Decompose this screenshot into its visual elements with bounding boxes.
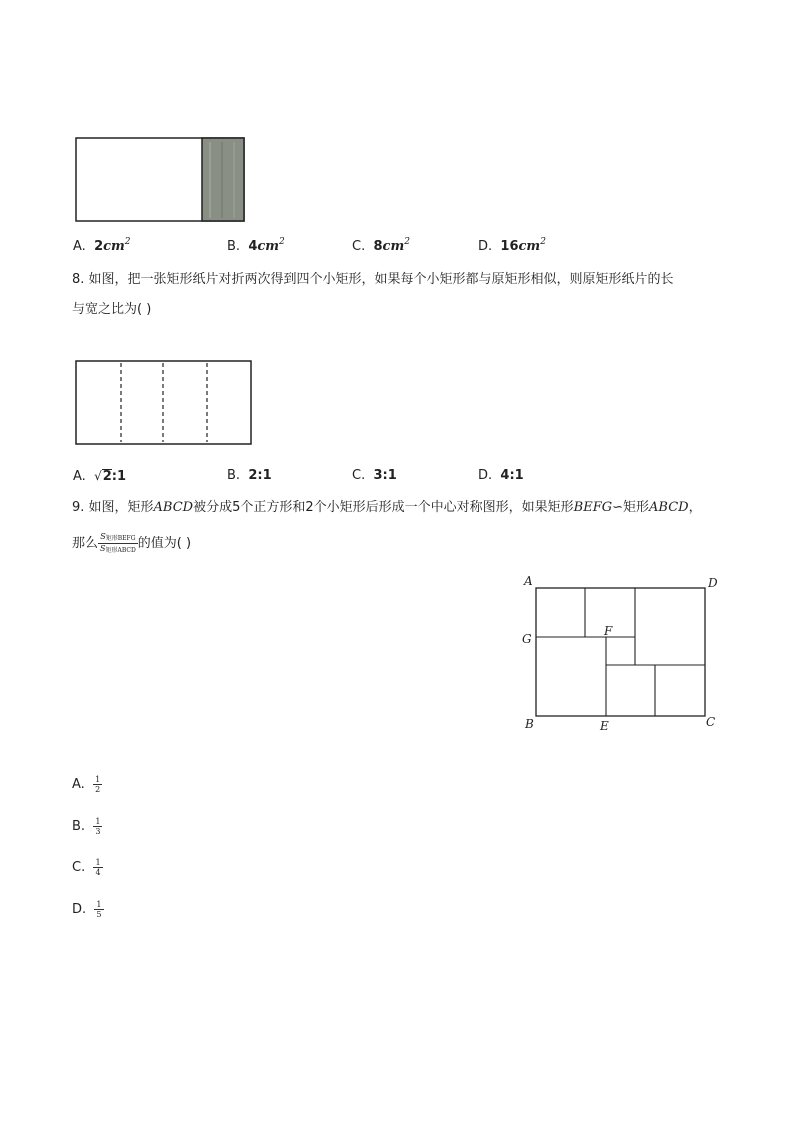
q9-option-a-fraction	[93, 775, 102, 794]
q9-line1-part-c: 被分成5个正方形和2个小矩形后形成一个中心对称图形，如果矩形	[193, 500, 574, 515]
q8-option-c-letter: C.	[352, 468, 366, 483]
q9-figure	[515, 570, 725, 735]
q7-option-a-letter: A.	[73, 239, 86, 254]
q8-option-b-letter: B.	[227, 468, 241, 483]
q9-option-d-letter: D.	[72, 902, 87, 917]
q9-area-ratio-fraction	[98, 532, 138, 555]
q7-option-d-num: 16	[500, 239, 519, 254]
q7-option-c-unit: cm	[382, 239, 405, 254]
q7-option-d	[478, 238, 546, 256]
q7-option-c-letter: C.	[352, 239, 366, 254]
q9-option-c-fraction	[93, 858, 102, 877]
q9-line1-similar: ∽矩形	[612, 500, 650, 515]
q9-question-line2	[72, 529, 191, 559]
q9-frac-num-s: S	[100, 532, 106, 541]
q8-question-line1: 8. 如图，把一张矩形纸片对折两次得到四个小矩形，如果每个小矩形都与原矩形相似，则原矩形纸片的长	[72, 272, 674, 287]
q7-option-b-num: 4	[248, 239, 258, 254]
q7-option-b	[227, 238, 285, 256]
q8-option-a-letter: A.	[73, 469, 86, 484]
q8-option-a: A. √2:1	[73, 469, 127, 484]
q9-option-d-num: 1	[96, 900, 102, 909]
q9-option-c-den: 4	[95, 868, 101, 877]
q8-question-line2: 与宽之比为( )	[72, 302, 152, 317]
q7-option-b-unit: cm	[257, 239, 280, 254]
q9-option-d-fraction	[94, 900, 103, 919]
q9-label-f: F	[604, 624, 613, 638]
q9-option-b-den: 3	[95, 827, 101, 836]
q9-label-b: B	[525, 717, 534, 731]
q9-option-a-letter: A.	[72, 777, 85, 792]
q9-line1-abcd: ABCD	[153, 500, 194, 515]
q9-rect-abcd	[536, 588, 705, 716]
q9-label-a: A	[524, 574, 533, 588]
q9-option-b-num: 1	[95, 817, 101, 826]
q7-option-a-num: 2	[94, 239, 104, 254]
q9-line1-befg: BEFG	[573, 500, 613, 515]
q9-option-d	[72, 897, 104, 923]
q8-option-c	[352, 467, 397, 485]
q9-label-c: C	[706, 715, 716, 729]
q8-figure	[70, 355, 260, 451]
q9-option-c-num: 1	[95, 858, 101, 867]
q7-option-b-letter: B.	[227, 239, 241, 254]
q7-option-d-exp: 2	[540, 237, 546, 247]
q9-option-a	[72, 772, 102, 798]
q9-option-b-fraction	[93, 817, 102, 836]
q9-question-line1	[72, 499, 702, 517]
q9-label-e: E	[600, 719, 609, 733]
q9-option-b	[72, 814, 102, 840]
q9-line2-part-a: 那么	[72, 536, 99, 551]
q9-option-c-letter: C.	[72, 860, 86, 875]
q9-line2-part-b: 的值为( )	[137, 536, 192, 551]
q7-option-d-letter: D.	[478, 239, 493, 254]
q8-option-b-value: 2:1	[248, 468, 272, 483]
q9-frac-den-s: S	[100, 544, 106, 553]
q9-label-d: D	[708, 576, 718, 590]
q8-option-d-letter: D.	[478, 468, 493, 483]
q8-option-c-value: 3:1	[373, 468, 397, 483]
q9-label-g: G	[522, 632, 532, 646]
q7-option-c-num: 8	[373, 239, 383, 254]
q7-option-a-unit: cm	[103, 239, 125, 254]
q8-option-a-rest: :1	[111, 469, 127, 484]
q8-option-a-sqrt: 2	[102, 469, 112, 484]
q7-figure	[70, 132, 250, 228]
q9-line1-comma: ，	[688, 500, 702, 515]
q9-option-a-den: 2	[95, 785, 101, 794]
q9-line1-abcd-2: ABCD	[649, 500, 689, 515]
q9-frac-den-sub: 矩形ABCD	[105, 547, 136, 554]
q7-option-c	[352, 238, 410, 256]
q7-option-a	[73, 238, 131, 256]
q9-frac-num-sub: 矩形BEFG	[105, 535, 136, 542]
q9-line1-part-a: 9. 如图，矩形	[72, 500, 154, 515]
q7-option-a-exp: 2	[124, 237, 131, 247]
q9-option-c	[72, 855, 103, 881]
q8-option-b	[227, 467, 272, 485]
q7-option-b-exp: 2	[279, 237, 285, 247]
q9-option-a-num: 1	[95, 775, 101, 784]
q9-option-b-letter: B.	[72, 819, 86, 834]
q9-option-d-den: 5	[96, 910, 102, 919]
q8-option-d	[478, 467, 524, 485]
q8-option-d-value: 4:1	[500, 468, 524, 483]
q7-option-d-unit: cm	[518, 239, 541, 254]
q7-option-c-exp: 2	[404, 237, 410, 247]
